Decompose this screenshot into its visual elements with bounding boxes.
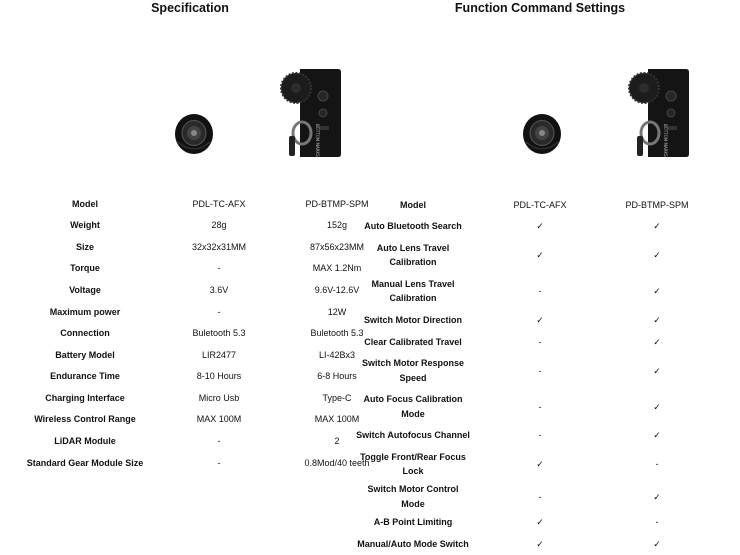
spec-header-row: [10, 193, 396, 215]
function-label-line1: Clear Calibrated Travel: [364, 336, 462, 347]
function-row: [355, 216, 705, 238]
spec-value-col1: Buletooth 5.3: [192, 328, 246, 339]
spec-value-col2: Buletooth 5.3: [310, 328, 364, 339]
function-label: [355, 511, 471, 533]
spec-row: [10, 215, 396, 237]
function-label-line2: Mode: [401, 408, 425, 419]
function-label: [355, 533, 471, 555]
function-value-col1: -: [538, 430, 542, 441]
function-label-line2: Calibration: [389, 257, 437, 268]
function-value-col2: ✓: [653, 538, 661, 549]
function-label: [355, 389, 471, 425]
spec-label: LiDAR Module: [54, 436, 116, 447]
spec-row: [10, 366, 396, 388]
spec-value-col1: 8-10 Hours: [196, 371, 242, 382]
spec-value-col2: 87x56x23MM: [309, 241, 365, 252]
function-value-col1: ✓: [536, 221, 544, 232]
function-label-line2: Lock: [402, 466, 424, 477]
spec-row: [10, 344, 396, 366]
spec-row: [10, 323, 396, 345]
function-row: [355, 511, 705, 533]
function-value-col2: ✓: [653, 365, 661, 376]
spec-label: Battery Model: [55, 349, 115, 360]
pd-btmp-spm-image-2: [628, 66, 690, 158]
function-label: [355, 309, 471, 331]
function-settings-heading: Function Command Settings: [454, 1, 626, 15]
function-value-col2: ✓: [653, 286, 661, 297]
spec-row: [10, 236, 396, 258]
function-label: [355, 425, 471, 447]
function-value-col2: -: [655, 459, 659, 470]
spec-value-col2: MAX 1.2Nm: [312, 263, 362, 274]
function-label-line1: Switch Autofocus Channel: [356, 430, 470, 441]
function-label-line1: Toggle Front/Rear Focus: [360, 451, 466, 462]
spec-row: [10, 452, 396, 474]
spec-value-col2: 6-8 Hours: [317, 371, 357, 382]
function-row: [355, 425, 705, 447]
spec-label: Charging Interface: [45, 392, 125, 403]
function-label: [355, 446, 471, 482]
function-value-col1: ✓: [536, 517, 544, 528]
spec-row: [10, 431, 396, 453]
spec-label: Wireless Control Range: [34, 414, 136, 425]
spec-value-col1: MAX 100M: [196, 414, 242, 425]
function-label: [355, 353, 471, 389]
func-header-col2: PD-BTMP-SPM: [625, 199, 689, 210]
spec-value-col2: 12W: [327, 306, 347, 317]
pdl-tc-afx-image: [174, 112, 214, 156]
spec-row: [10, 409, 396, 431]
spec-row: [10, 279, 396, 301]
function-label: [355, 331, 471, 353]
spec-label: Maximum power: [49, 306, 121, 317]
pd-btmp-spm-image: [280, 66, 342, 158]
function-value-col1: ✓: [536, 314, 544, 325]
spec-value-col1: -: [217, 457, 221, 468]
spec-value-col2: Type-C: [322, 392, 352, 403]
function-value-col2: -: [655, 517, 659, 528]
function-row: [355, 331, 705, 353]
spec-value-col1: 28g: [211, 220, 227, 231]
spec-value-col1: -: [217, 263, 221, 274]
spec-value-col2: 2: [334, 436, 340, 447]
spec-header-col2: PD-BTMP-SPM: [305, 198, 369, 209]
function-label-line1: Auto Bluetooth Search: [364, 221, 462, 232]
spec-value-col1: LIR2477: [201, 349, 237, 360]
spec-header-col1: PDL-TC-AFX: [192, 198, 246, 209]
spec-value-col1: -: [217, 436, 221, 447]
spec-header-label: Model: [72, 198, 98, 209]
func-header-row: [355, 194, 705, 216]
function-label-line2: Calibration: [389, 293, 437, 304]
function-row: [355, 309, 705, 331]
function-label: [355, 216, 471, 238]
function-label-line1: Manual Lens Travel: [371, 278, 455, 289]
spec-label: Torque: [70, 263, 100, 274]
function-value-col1: -: [538, 491, 542, 502]
function-row: [355, 389, 705, 425]
function-value-col1: -: [538, 286, 542, 297]
spec-label: Voltage: [69, 284, 101, 295]
device-side-text-2: BOTTOM MARKS: [663, 124, 668, 157]
func-header-label: Model: [400, 199, 426, 210]
spec-value-col1: 32x32x31MM: [191, 241, 247, 252]
spec-label: Standard Gear Module Size: [26, 457, 144, 468]
spec-label: Connection: [60, 328, 110, 339]
spec-label: Size: [75, 241, 94, 252]
spec-row: [10, 301, 396, 323]
spec-value-col1: 3.6V: [209, 284, 229, 295]
spec-value-col2: 152g: [326, 220, 348, 231]
function-row: [355, 482, 705, 511]
function-label-line1: Manual/Auto Mode Switch: [357, 538, 469, 549]
function-row: [355, 446, 705, 482]
function-value-col2: ✓: [653, 314, 661, 325]
function-label-line1: Auto Lens Travel: [376, 242, 450, 253]
function-settings-table: [355, 194, 705, 555]
function-row: [355, 237, 705, 273]
function-label-line2: Speed: [399, 372, 427, 383]
function-label: [355, 237, 471, 273]
function-label-line1: A-B Point Limiting: [373, 517, 453, 528]
function-label-line1: Switch Motor Response: [361, 358, 464, 369]
function-label-line1: Switch Motor Control Mode: [367, 484, 459, 509]
function-label-line1: Switch Motor Direction: [363, 314, 462, 325]
spec-value-col2: 9.6V-12.6V: [314, 284, 360, 295]
function-value-col1: -: [538, 401, 542, 412]
spec-label: Weight: [70, 220, 100, 231]
spec-value-col1: -: [217, 306, 221, 317]
specification-table: [10, 193, 396, 474]
function-value-col2: ✓: [653, 336, 661, 347]
function-label: [355, 273, 471, 309]
function-row: [355, 533, 705, 555]
function-value-col2: ✓: [653, 491, 661, 502]
spec-value-col2: MAX 100M: [314, 414, 360, 425]
function-value-col1: ✓: [536, 250, 544, 261]
function-row: [355, 353, 705, 389]
function-value-col2: ✓: [653, 430, 661, 441]
function-value-col1: -: [538, 336, 542, 347]
device-side-text: BOTTOM MARKS: [315, 124, 320, 157]
spec-row: [10, 387, 396, 409]
function-value-col2: ✓: [653, 401, 661, 412]
function-label: [355, 482, 471, 511]
func-header-col1: PDL-TC-AFX: [513, 199, 567, 210]
spec-row: [10, 258, 396, 280]
function-value-col1: -: [538, 365, 542, 376]
function-value-col1: ✓: [536, 459, 544, 470]
function-value-col2: ✓: [653, 221, 661, 232]
pdl-tc-afx-image-2: [522, 112, 562, 156]
spec-value-col1: Micro Usb: [198, 392, 240, 403]
spec-label: Endurance Time: [50, 371, 120, 382]
specification-heading: Specification: [151, 1, 229, 15]
function-row: [355, 273, 705, 309]
function-label-line1: Auto Focus Calibration: [363, 394, 463, 405]
function-value-col1: ✓: [536, 538, 544, 549]
spec-value-col2: 0.8Mod/40 teeth: [304, 457, 370, 468]
spec-value-col2: LI-42Bx3: [318, 349, 356, 360]
function-value-col2: ✓: [653, 250, 661, 261]
